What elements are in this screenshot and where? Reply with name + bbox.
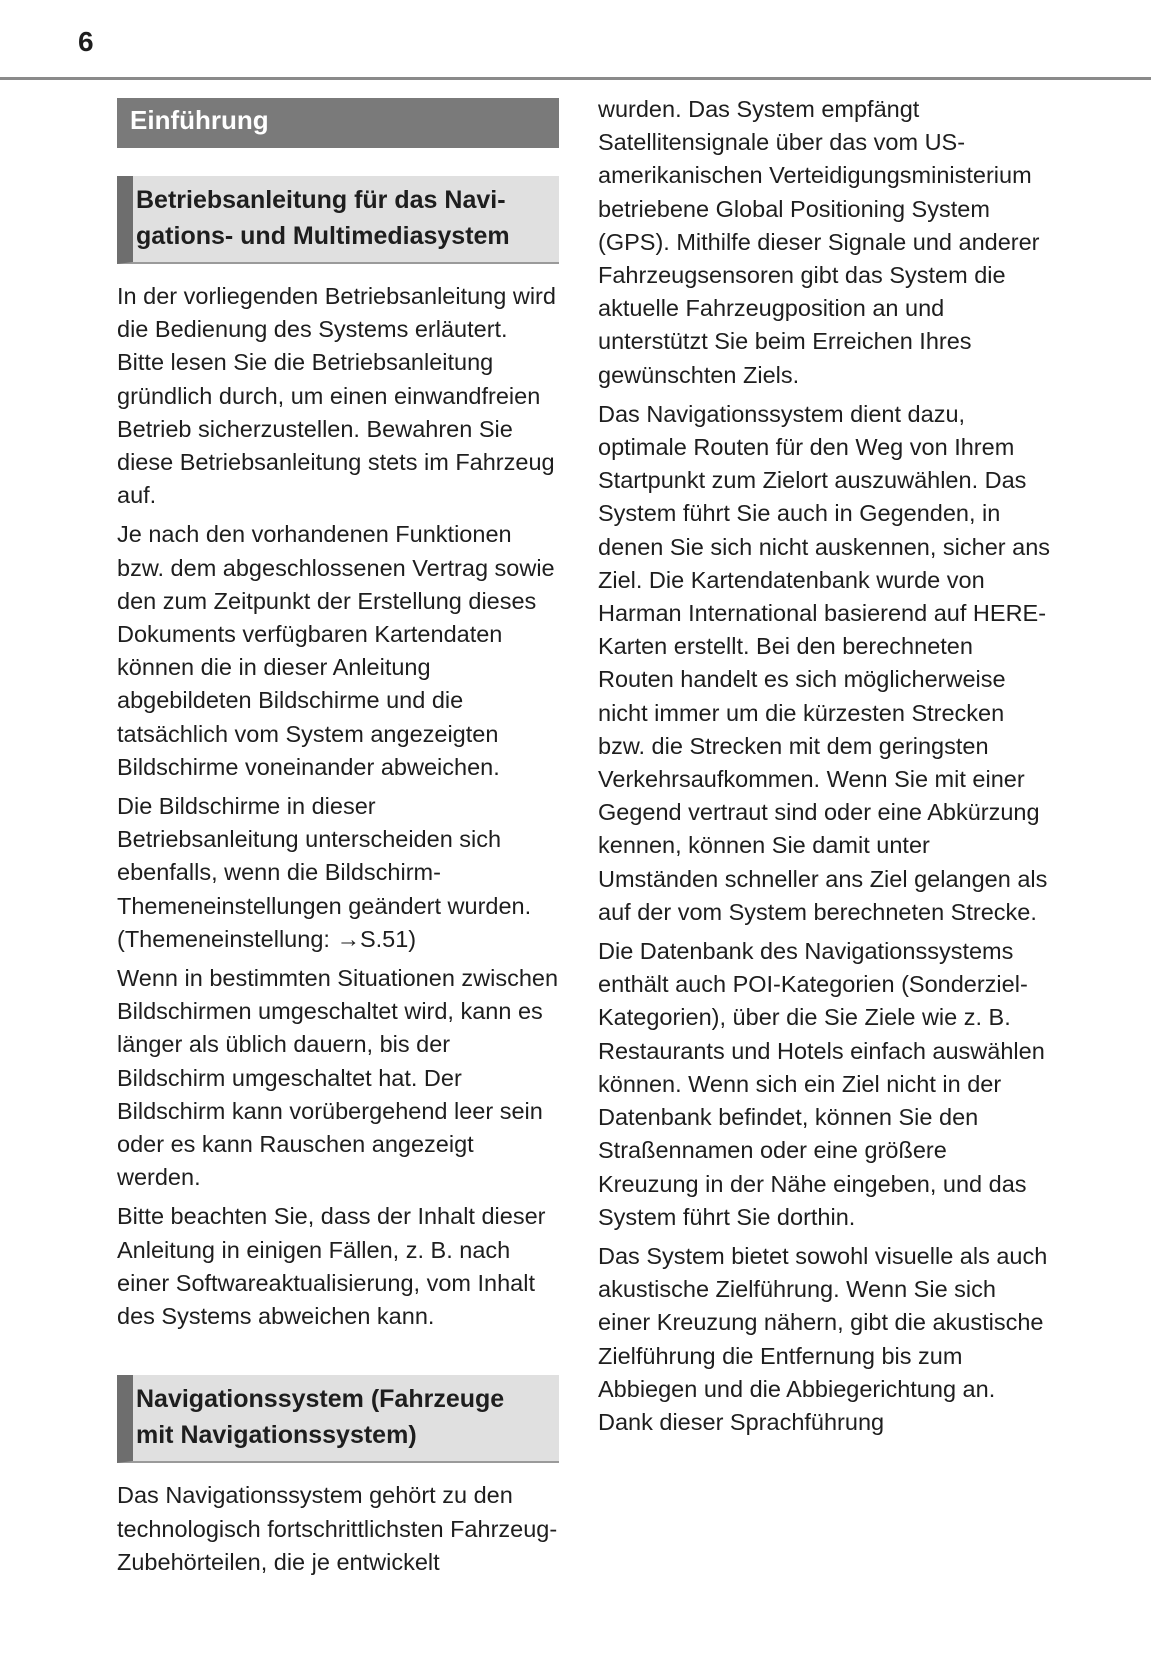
heading-line: Navigationssystem (Fahrzeuge	[136, 1385, 505, 1414]
paragraph: Je nach den vorhandenen Funktionen bzw. dem abgeschlossenen Vertrag sowie den zum Zeitpunkt der Erstellung dieses Dokuments verfügbaren Kartendaten können die in dieser Anleitung abgebildeten Bildschirme und die tatsächlich vom System angezeigten Bildschirme voneinander abweichen.	[117, 521, 555, 780]
paragraph: Das Navigationssystem dient dazu, optimale Routen für den Weg von Ihrem Startpunkt zum Zielort auszuwählen. Das System führt Sie auch in Gegenden, in denen Sie sich nicht auskennen, sicher ans Ziel. Die Kartendatenbank wurde von Harman International basierend auf HERE-Karten erstellt. Bei den berechneten Routen handelt es sich möglicherweise nicht immer um die kürzesten Strecken bzw. die Strecken mit dem geringsten Verkehrsaufkommen. Wenn Sie mit einer Gegend vertraut sind oder eine Abkürzung kennen, können Sie damit unter Umständen schneller ans Ziel gelangen als auf der vom System berechneten Strecke.	[598, 400, 1051, 925]
section-title: Einführung	[117, 98, 559, 148]
paragraph: Die Bildschirme in dieser Betriebsanleitung unterscheiden sich ebenfalls, wenn die Bildschirm-Themeneinstellungen geändert wurden. (Themeneinstellung: →S.51)	[117, 793, 532, 952]
heading-operating-manual	[117, 176, 559, 264]
heading-navigation-system	[117, 1375, 559, 1463]
paragraph: Wenn in bestimmten Situationen zwischen Bildschirmen umgeschaltet wird, kann es länger als üblich dauern, bis der Bildschirm umgeschaltet hat. Der Bildschirm kann vorübergehend leer sein oder es kann Rauschen angezeigt werden.	[117, 965, 559, 1191]
paragraph: Das System bietet sowohl visuelle als auch akustische Zielführung. Wenn Sie sich einer Kreuzung nähern, gibt die akustische Zielführung die Entfernung bis zum Abbiegen und die Abbiegerichtung an. Dank dieser Sprachführung	[598, 1242, 1048, 1435]
heading-line: gations- und Multimediasystem	[136, 222, 510, 250]
paragraph: Die Datenbank des Navigationssystems enthält auch POI-Kategorien (Sonderziel-Kategorien), über die Sie Ziele wie z. B. Restaurants und Hotels einfach auswählen können. Wenn sich ein Ziel nicht in der Datenbank befindet, können Sie den Straßennamen oder eine größere Kreuzung in der Nähe eingeben, und das System führt Sie dorthin.	[598, 938, 1045, 1230]
paragraph: Das Navigationssystem gehört zu den technologisch fortschrittlichsten Fahrzeug-Zubehörteilen, die je entwickelt	[117, 1482, 558, 1575]
header-rule	[0, 77, 1151, 80]
page-number: 6	[78, 26, 94, 57]
paragraph: wurden. Das System empfängt Satellitensignale über das vom US-amerikanischen Verteidigungsministerium betriebene Global Positioning System (GPS). Mithilfe dieser Signale und anderer Fahrzeugsensoren gibt das System die aktuelle Fahrzeugposition an und unterstützt Sie beim Erreichen Ihres gewünschten Ziels.	[598, 96, 1040, 388]
left-column	[117, 98, 559, 1585]
paragraph: Bitte beachten Sie, dass der Inhalt dieser Anleitung in einigen Fällen, z. B. nach einer Softwareaktualisierung, vom Inhalt des Systems abweichen kann.	[117, 1203, 546, 1330]
heading-line: Betriebsanleitung für das Navi-	[136, 186, 506, 214]
paragraph: In der vorliegenden Betriebsanleitung wird die Bedienung des Systems erläutert. Bitte lesen Sie die Betriebsanleitung gründlich durch, um einen einwandfreien Betrieb sicherzustellen. Bewahren Sie diese Betriebsanleitung stets im Fahrzeug auf.	[117, 283, 556, 509]
right-column	[598, 93, 1050, 1445]
heading-line: mit Navigationssystem)	[136, 1421, 417, 1450]
